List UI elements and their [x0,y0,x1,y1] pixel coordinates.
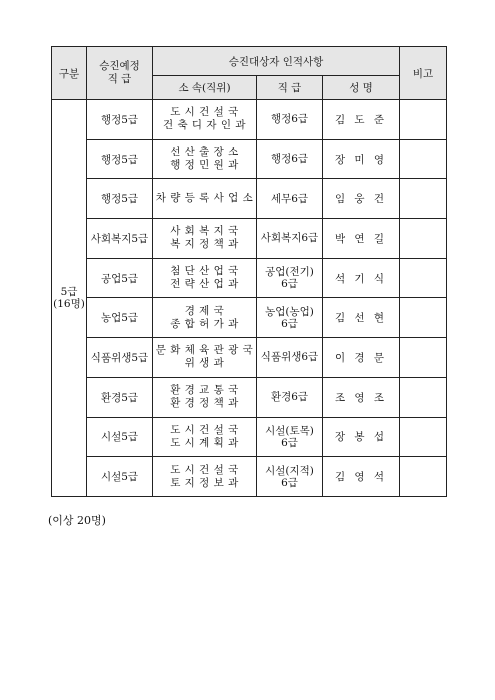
table-row [52,338,447,378]
name-cell: 박 연 길 [323,219,400,259]
target-grade-cell: 시설5급 [87,417,153,457]
grade-line1: 시설(지적) [265,464,314,477]
org-line1: 사 회 복 지 국 [170,225,239,238]
name-cell: 김 선 현 [323,298,400,338]
grade-line2: 6급 [281,476,298,489]
grade-line1: 시설(토목) [265,424,314,437]
table-row [52,219,447,259]
target-grade-cell: 시설5급 [87,457,153,497]
org-cell [153,338,257,378]
group-cell [52,100,87,497]
table-row [52,258,447,298]
grade-cell [257,258,323,298]
org-line1: 차 량 등 록 사 업 소 [155,192,254,205]
org-line2: 토 지 정 보 과 [170,476,239,489]
org-line1: 첨 단 산 업 국 [170,265,239,278]
header-grade: 직 급 [257,76,323,100]
name-cell: 김 도 준 [323,100,400,140]
target-grade-cell: 행정5급 [87,100,153,140]
org-line1: 환 경 교 통 국 [170,384,239,397]
org-line2: 도 시 계 획 과 [170,436,239,449]
org-cell [153,258,257,298]
org-line2: 전 략 산 업 과 [170,278,239,291]
grade-cell [257,100,323,140]
grade-line1: 농업(농업) [265,305,314,318]
grade-line2: 6급 [281,436,298,449]
grade-cell [257,219,323,259]
grade-line1: 환경6급 [270,391,309,404]
grade-line1: 공업(전기) [265,266,314,279]
footer-note: (이상 20명) [48,514,106,527]
remark-cell [400,139,447,179]
table-row [52,377,447,417]
name-cell: 조 영 조 [323,377,400,417]
table-row [52,179,447,219]
org-cell [153,219,257,259]
target-grade-cell: 농업5급 [87,298,153,338]
target-grade-cell: 공업5급 [87,258,153,298]
table-row [52,100,447,140]
remark-cell [400,179,447,219]
grade-line1: 세무6급 [270,192,309,205]
name-cell: 장 미 영 [323,139,400,179]
grade-cell [257,417,323,457]
org-line2: 복 지 정 책 과 [170,238,239,251]
org-line2: 환 경 정 책 과 [170,397,239,410]
group-line1: 5급 [60,285,78,298]
header-target-grade-line1: 승진예정 [99,60,140,72]
remark-cell [400,100,447,140]
header-target-grade-line2: 직 급 [107,73,132,85]
remark-cell [400,219,447,259]
grade-line1: 행정6급 [270,113,309,126]
org-cell [153,298,257,338]
grade-cell [257,457,323,497]
org-line2: 행 정 민 원 과 [170,159,239,172]
grade-cell [257,377,323,417]
org-cell [153,179,257,219]
grade-line1: 식품위생6급 [260,351,319,364]
org-line2: 위 생 과 [184,357,225,370]
org-line2: 건 축 디 자 인 과 [162,119,247,132]
header-org: 소 속(직위) [153,76,257,100]
grade-cell [257,139,323,179]
grade-line1: 행정6급 [270,153,309,166]
target-grade-cell: 환경5급 [87,377,153,417]
org-line1: 선 산 출 장 소 [170,146,239,159]
name-cell: 김 영 석 [323,457,400,497]
group-line2: (16명) [53,297,85,310]
grade-cell [257,298,323,338]
header-info-group: 승진대상자 인적사항 [153,47,400,76]
org-cell [153,417,257,457]
target-grade-cell: 사회복지5급 [87,219,153,259]
table-row [52,298,447,338]
org-cell [153,100,257,140]
target-grade-cell: 식품위생5급 [87,338,153,378]
target-grade-cell: 행정5급 [87,179,153,219]
org-line1: 문 화 체 육 관 광 국 [155,344,254,357]
remark-cell [400,457,447,497]
name-cell: 석 기 식 [323,258,400,298]
target-grade-cell: 행정5급 [87,139,153,179]
grade-line2: 6급 [281,317,298,330]
table-body [52,100,447,497]
name-cell: 장 봉 섭 [323,417,400,457]
header-name: 성 명 [323,76,400,100]
grade-cell [257,338,323,378]
org-cell [153,377,257,417]
grade-cell [257,179,323,219]
org-cell [153,457,257,497]
header-group: 구분 [52,47,87,100]
org-cell [153,139,257,179]
org-line1: 도 시 건 설 국 [170,423,239,436]
remark-cell [400,298,447,338]
header-target-grade [87,47,153,100]
org-line1: 도 시 건 설 국 [170,463,239,476]
name-cell: 임 웅 건 [323,179,400,219]
org-line1: 도 시 건 설 국 [170,106,239,119]
org-line2: 종 합 허 가 과 [170,317,239,330]
table-row [52,457,447,497]
remark-cell [400,338,447,378]
promotion-table [51,46,447,497]
name-cell: 이 경 문 [323,338,400,378]
table-row [52,417,447,457]
table-row [52,139,447,179]
org-line1: 경 제 국 [184,304,225,317]
remark-cell [400,377,447,417]
remark-cell [400,417,447,457]
remark-cell [400,258,447,298]
header-remark: 비고 [400,47,447,100]
grade-line1: 사회복지6급 [260,232,319,245]
grade-line2: 6급 [281,278,298,291]
